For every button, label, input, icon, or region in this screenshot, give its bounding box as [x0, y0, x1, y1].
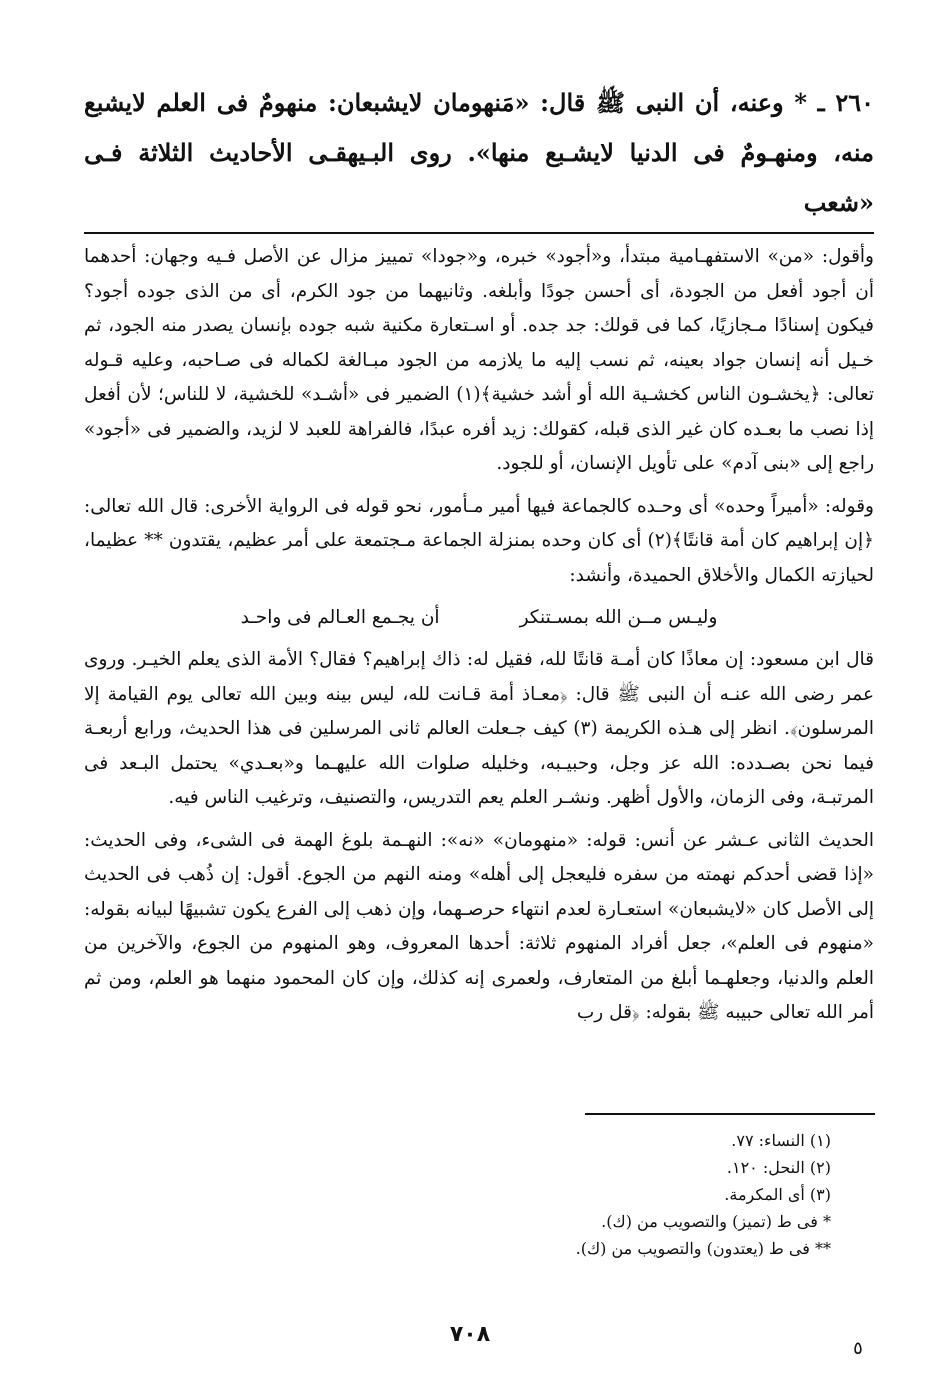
verse-hemistich-second: أن يجـمع العـالم فى واحـد: [240, 607, 440, 628]
commentary-paragraph: وقوله: «أميراً وحده» أى وحـده كالجماعة فيها أمير مـأمور، نحو قوله فى الرواية الأخرى: قال الله تعالى: ﴿إن إبراهيم كان أمة قانتًا﴾(٢) أى كان وحده بمنزلة الجماعة مـجتمعة على أمر عظيم، يقتدون ** عظيما، لحيازته الكمال والأخلاق الحميدة، وأنشد:: [84, 495, 875, 586]
commentary-paragraph: وأقول: «من» الاستفهـامية مبتدأ، و«أجود» خبره، و«جودا» تمييز مزال عن الأصل فـيه وجهان: أحدهما أن أجود أفعل من الجودة، أى أحسن جودًا وأبلغه. وثانيهما من جود الكرم، أى من الذى جوده أجود؟ فيكون إسنادًا مـجازيًا، كما فى قولك: جد جده. أو اسـتعارة مكنية شبه جوده بإنسان يصدر منه الجود، ثم خـيل أنه إنسان جواد بعينه، ثم نسب إليه ما يلازمه من الجود مبـالغة لكماله فى صـاحبه، وعليه قـوله تعالى: ﴿يخشـون الناس كخشـية الله أو أشد خشية﴾(١) الضمير فى «أشـد» للخشية، لا للناس؛ لأن أفعل إذا نصب ما بعـده كان غير الذى قبله، كقولك: زيد أفره عبدًا، فالفراهة للعبد لا لزيد، والضمير فى «أجود» راجع إلى «بنى آدم» على تأويل الإنسان، أو للجود.: [84, 246, 874, 474]
signature-mark: ٥: [853, 1338, 863, 1359]
verse-hemistich-first: وليـس مــن الله بمسـتنكر: [519, 607, 718, 628]
poetry-verse: [84, 601, 874, 635]
footnotes: [431, 1127, 831, 1262]
header-divider: [84, 232, 874, 234]
footnote-divider: [585, 1113, 875, 1115]
commentary-paragraph: الحديث الثانى عـشر عن أنس: قوله: «منهومان» «نه»: النهـمة بلوغ الهمة فى الشىء، وفى الحديث: «إذا قضى أحدكم نهمته من سفره فليعجل إلى أهله» ومنه النهم من الجوع. أقول: إن ذُهب فى الحديث إلى الأصل كان «لايشبعان» استعـارة لعدم انتهاء حرصـهما، وإن ذهب إلى الفرع يكون تشبيهًا لبيانه بقوله: «منهوم فى العلم»، جعل أفراد المنهوم ثلاثة: أحدها المعروف، وهو المنهوم من الجوع، والآخرين من العلم والدنيا، وجعلهـما أبلغ من المتعارف، ولعمرى إنه كذلك، وإن كان المحمود منهما هو العلم، ومن ثم أمر الله تعالى حبيبه ﷺ بقوله: ﴿قل رب: [84, 829, 874, 1023]
footnote: (٣) أى المكرمة.: [724, 1185, 831, 1204]
page-body: [84, 78, 874, 1039]
footnote: (١) النساء: ٧٧.: [731, 1131, 831, 1150]
footnote: ** فى ط (يعتدون) والتصويب من (ك).: [575, 1239, 831, 1258]
footnote: (٢) النحل: ١٢٠.: [726, 1158, 831, 1177]
commentary: [84, 240, 874, 1031]
footnote: * فى ط (تميز) والتصويب من (ك).: [601, 1212, 831, 1231]
hadith-header: ٢٦٠ ـ * وعنه، أن النبى ﷺ قال: «مَنهومان لايشبعان: منهومٌ فى العلم لايشبع منه، ومنهـومٌ فى الدنيا لايشـبع منها». روى البـيهقـى الأحاديث الثلاثة فـى «شعب: [84, 88, 874, 217]
commentary-paragraph: قال ابن مسعود: إن معاذًا كان أمـة قانتًا لله، فقيل له: ذاك إبراهيم؟ فقال؟ الأمة الذى يعلم الخيـر. وروى عمر رضى الله عنـه أن النبى ﷺ قال: ﴿معـاذ أمة قـانت لله، ليس بينه وبين الله تعالى يوم القيامة إلا المرسلون﴾. انظر إلى هـذه الكريمة (٣) كيف جـعلت العالم ثانى المرسلين فى هذا الحديث، ورابع أربعـة فيما نحن بصـدده: الله عز وجل، وحبيـبه، وخليله صلوات الله عليهـما و«بعـدي» يحتمل البـعد فى المرتبـة، وفى الزمان، والأول أظهر. ونشـر العلم يعم التدريس، والتصنيف، وترغيب الناس فيه.: [84, 649, 874, 808]
page-number: ٧٠٨: [449, 1322, 491, 1347]
